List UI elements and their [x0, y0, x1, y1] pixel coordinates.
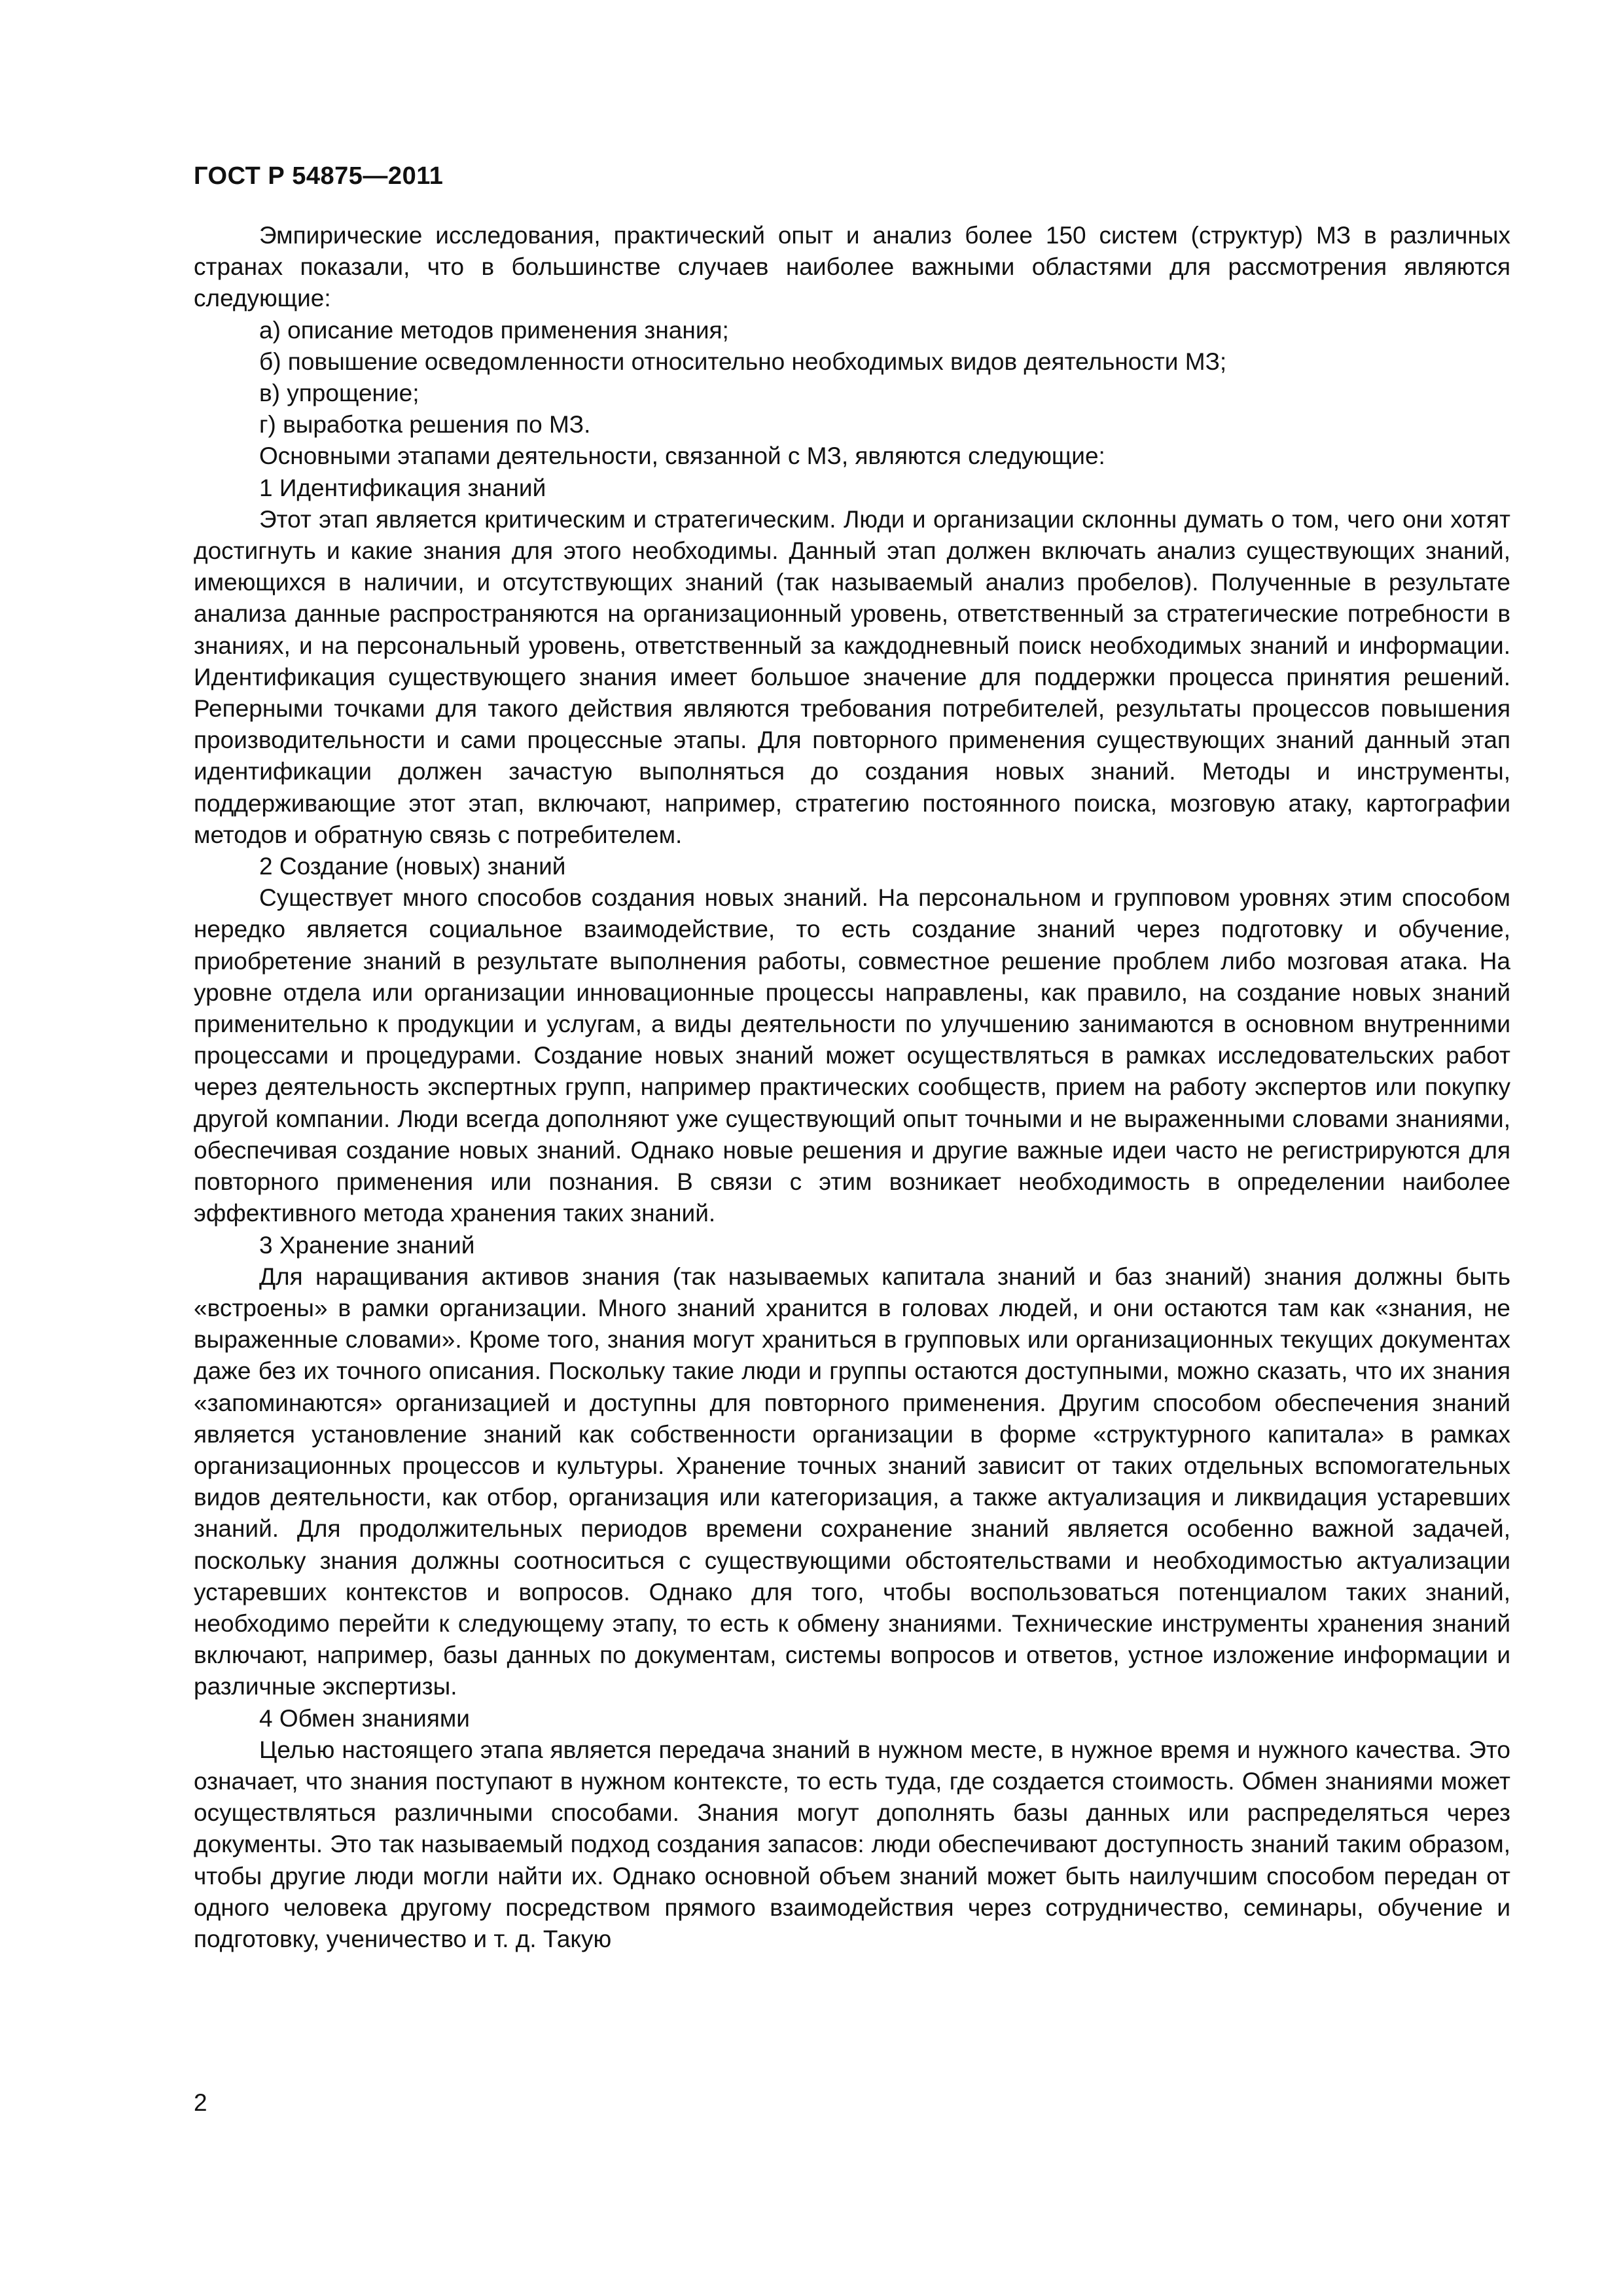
paragraph: Основными этапами деятельности, связанной с МЗ, являются следующие:: [259, 442, 1105, 470]
standard-designation: ГОСТ Р 54875—2011: [194, 162, 444, 190]
list-item: г) выработка решения по МЗ.: [259, 411, 591, 439]
body-text: [194, 220, 1510, 1955]
list-item: б) повышение осведомленности относительно необходимых видов деятельности МЗ;: [259, 348, 1227, 375]
list-item: а) описание методов применения знания;: [259, 316, 729, 344]
section-heading: 3 Хранение знаний: [259, 1231, 475, 1259]
paragraph: Существует много способов создания новых знаний. На персональном и групповом уровнях этим способом нередко является социальное взаимодействие, то есть создание знаний через подготовку и обучение, приобретение знаний в результате выполнения работы, совместное решение проблем либо мозговая атака. На уровне отдела или организации инновационные процессы направлены, как правило, на создание новых знаний применительно к продукции и услугам, а виды деятельности по улучшению занимаются в основном внутренними процессами и процедурами. Создание новых знаний может осуществляться в рамках исследовательских работ через деятельность экспертных групп, например практических сообществ, прием на работу экспертов или покупку другой компании. Люди всегда дополняют уже существующий опыт точными и не выраженными словами знаниями, обеспечивая создание новых знаний. Однако новые решения и другие важные идеи часто не регистрируются для повторного применения или познания. В связи с этим возникает необходимость в определении наиболее эффективного метода хранения таких знаний.: [194, 884, 1510, 1227]
section-heading: 2 Создание (новых) знаний: [259, 853, 566, 880]
list-item: в) упрощение;: [259, 380, 419, 407]
paragraph: Этот этап является критическим и стратегическим. Люди и организации склонны думать о том, чего они хотят достигнуть и какие знания для этого необходимы. Данный этап должен включать анализ существующих знаний, имеющихся в наличии, и отсутствующих знаний (так называемый анализ пробелов). Полученные в результате анализа данные распространяются на организационный уровень, ответственный за стратегические потребности в знаниях, и на персональный уровень, ответственный за каждодневный поиск необходимых знаний и информации. Идентификация существующего знания имеет большое значение для поддержки процесса принятия решений. Реперными точками для такого действия являются требования потребителей, результаты процессов повышения производительности и сами процессные этапы. Для повторного применения существующих знаний данный этап идентификации должен зачастую выполняться до создания новых знаний. Методы и инструменты, поддерживающие этот этап, включают, например, стратегию постоянного поиска, мозговую атаку, картографии методов и обратную связь с потребителем.: [194, 505, 1510, 848]
paragraph: Для наращивания активов знания (так называемых капитала знаний и баз знаний) знания должны быть «встроены» в рамки организации. Много знаний хранится в головах людей, и они остаются там как «знания, не выраженные словами». Кроме того, знания могут храниться в групповых или организационных текущих документах даже без их точного описания. Поскольку такие люди и группы остаются доступными, можно сказать, что их знания «запоминаются» организацией и доступны для повторного применения. Другим способом обеспечения знаний является установление знаний как собственности организации в форме «структурного капитала» в рамках организационных процессов и культуры. Хранение точных знаний зависит от таких отдельных вспомогательных видов деятельности, как отбор, организация или категоризация, а также актуализация и ликвидация устаревших знаний. Для продолжительных периодов времени сохранение знаний является особенно важной задачей, поскольку знания должны соотноситься с существующими обстоятельствами и необходимостью актуализации устаревших контекстов и вопросов. Однако для того, чтобы воспользоваться потенциалом таких знаний, необходимо перейти к следующему этапу, то есть к обмену знаниями. Технические инструменты хранения знаний включают, например, базы данных по документам, системы вопросов и ответов, устное изложение информации и различные экспертизы.: [194, 1263, 1510, 1700]
page-number: 2: [194, 2089, 207, 2116]
paragraph: Эмпирические исследования, практический опыт и анализ более 150 систем (структур) МЗ в различных странах показали, что в большинстве случаев наиболее важными областями для рассмотрения являются следующие:: [194, 222, 1510, 312]
section-heading: 1 Идентификация знаний: [259, 474, 546, 501]
paragraph: Целью настоящего этапа является передача знаний в нужном месте, в нужное время и нужного качества. Это означает, что знания поступают в нужном контексте, то есть туда, где создается стоимость. Обмен знаниями может осуществляться различными способами. Знания могут дополнять базы данных или распределяться через документы. Это так называемый подход создания запасов: люди обеспечивают доступность знаний таким образом, чтобы другие люди могли найти их. Однако основной объем знаний может быть наилучшим способом передан от одного человека другому посредством прямого взаимодействия через сотрудничество, семинары, обучение и подготовку, ученичество и т. д. Такую: [194, 1736, 1510, 1952]
section-heading: 4 Обмен знаниями: [259, 1704, 470, 1732]
